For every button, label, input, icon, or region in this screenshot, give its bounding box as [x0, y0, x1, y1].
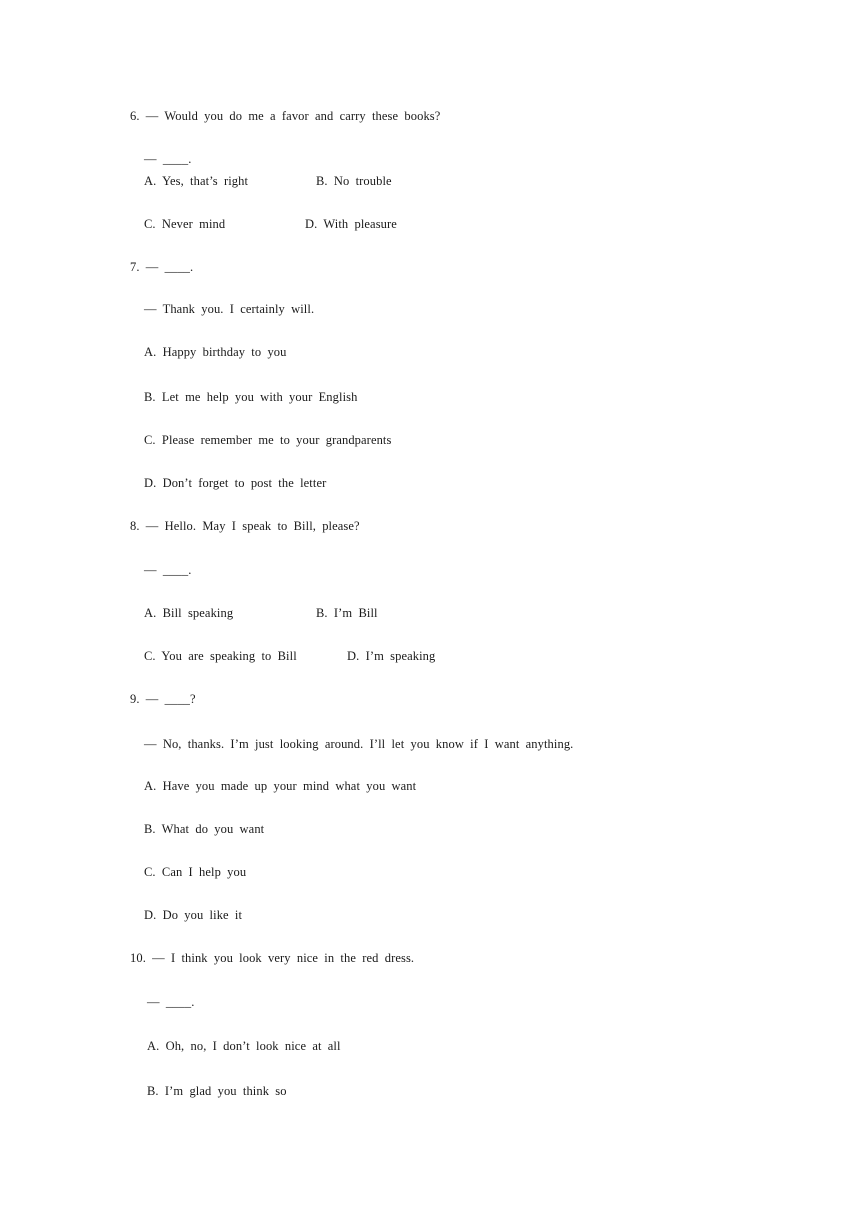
question-8-option-d: D. I’m speaking	[347, 649, 436, 663]
question-6-option-d: D. With pleasure	[305, 217, 397, 231]
question-6-option-c: C. Never mind	[144, 217, 226, 231]
question-9-option-b: B. What do you want	[144, 822, 265, 836]
question-7-option-c: C. Please remember me to your grandparents	[144, 433, 392, 447]
question-7-stem: 7. — ____.	[130, 260, 194, 274]
question-9-option-d: D. Do you like it	[144, 908, 243, 922]
question-6-option-b: B. No trouble	[316, 174, 392, 188]
question-10-response: — ____.	[147, 995, 195, 1009]
question-6-stem: 6. — Would you do me a favor and carry these books?	[130, 109, 441, 123]
question-7-option-d: D. Don’t forget to post the letter	[144, 476, 327, 490]
question-8-stem: 8. — Hello. May I speak to Bill, please?	[130, 519, 360, 533]
question-8-option-a: A. Bill speaking	[144, 606, 234, 620]
question-9-option-c: C. Can I help you	[144, 865, 247, 879]
question-6-option-a: A. Yes, that’s right	[144, 174, 249, 188]
question-9-option-a: A. Have you made up your mind what you want	[144, 779, 417, 793]
question-8-option-b: B. I’m Bill	[316, 606, 378, 620]
question-10-option-a: A. Oh, no, I don’t look nice at all	[147, 1039, 341, 1053]
question-6-response: — ____.	[144, 152, 192, 166]
question-9-stem: 9. — ____?	[130, 692, 196, 706]
question-10-option-b: B. I’m glad you think so	[147, 1084, 287, 1098]
question-8-response: — ____.	[144, 563, 192, 577]
question-9-response: — No, thanks. I’m just looking around. I’ll let you know if I want anything.	[144, 737, 574, 751]
question-8-option-c: C. You are speaking to Bill	[144, 649, 297, 663]
question-7-option-a: A. Happy birthday to you	[144, 345, 287, 359]
question-7-response: — Thank you. I certainly will.	[144, 302, 315, 316]
question-7-option-b: B. Let me help you with your English	[144, 390, 358, 404]
question-10-stem: 10. — I think you look very nice in the red dress.	[130, 951, 415, 965]
